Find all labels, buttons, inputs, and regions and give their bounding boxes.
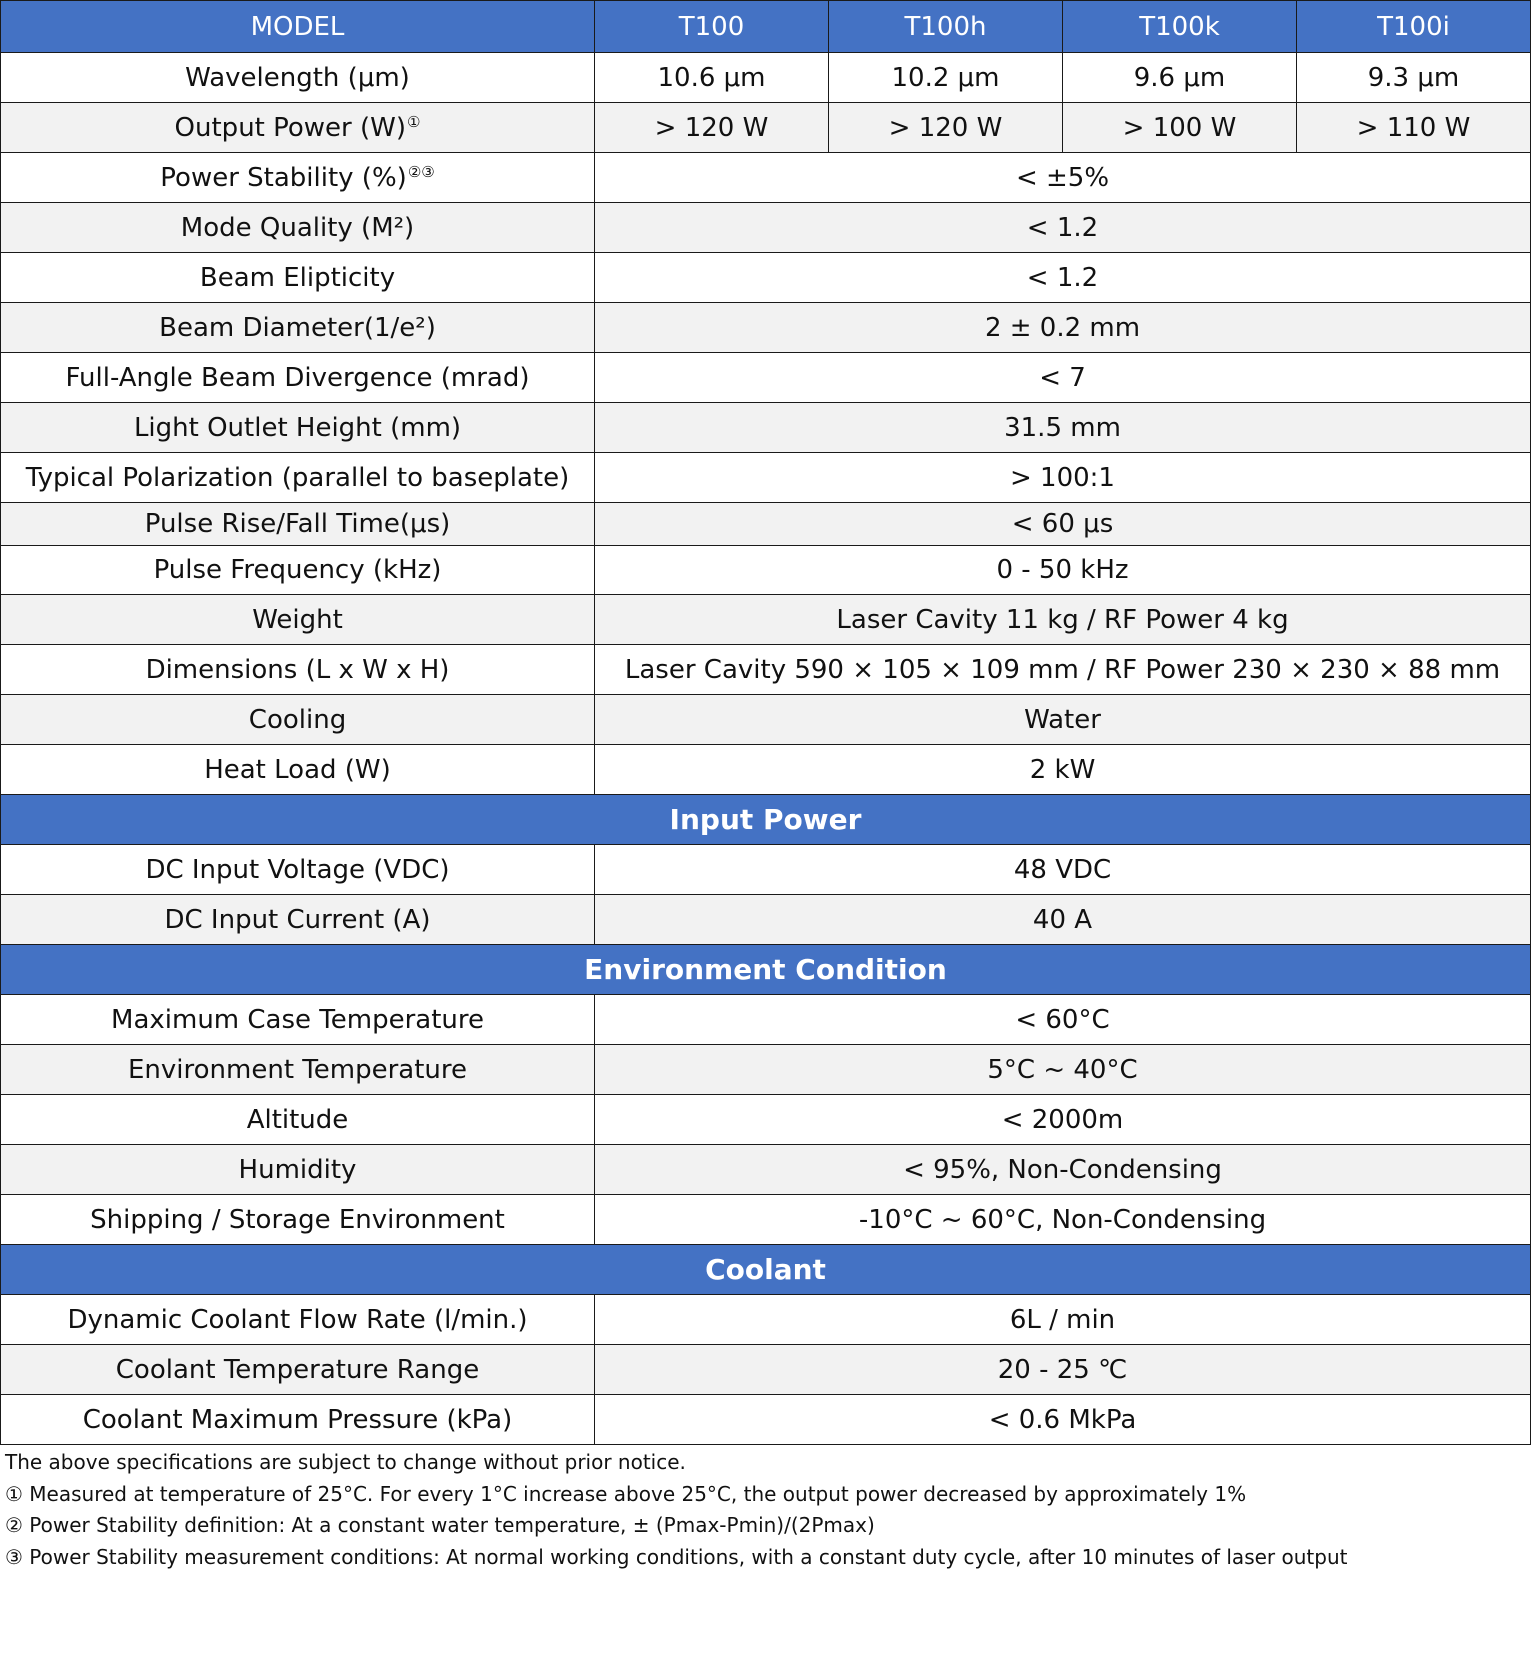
spec-value: < 60 μs — [595, 503, 1531, 546]
table-row — [1, 645, 1531, 695]
spec-value: < ±5% — [595, 153, 1531, 203]
spec-label — [1, 1395, 595, 1445]
table-row — [1, 1295, 1531, 1345]
spec-label-text: Light Outlet Height (mm) — [133, 412, 462, 443]
spec-value: > 120 W — [595, 103, 829, 153]
table-body — [1, 53, 1531, 1445]
spec-label-text: Shipping / Storage Environment — [90, 1204, 505, 1235]
spec-label-text: Coolant Maximum Pressure (kPa) — [82, 1404, 513, 1435]
spec-label-text: Wavelength (μm) — [185, 62, 410, 93]
table-row — [1, 745, 1531, 795]
spec-label — [1, 1295, 595, 1345]
table-row — [1, 503, 1531, 546]
table-row — [1, 1195, 1531, 1245]
spec-label-text: Coolant Temperature Range — [115, 1354, 480, 1385]
spec-label-text: Maximum Case Temperature — [111, 1004, 484, 1035]
table-row — [1, 845, 1531, 895]
spec-label — [1, 995, 595, 1045]
spec-label-text: Heat Load (W) — [204, 754, 391, 785]
spec-value: > 100:1 — [595, 453, 1531, 503]
spec-value: 9.6 μm — [1063, 53, 1297, 103]
header-cell-t100i: T100i — [1297, 1, 1531, 53]
spec-label-text: Dimensions (L x W x H) — [145, 654, 450, 685]
spec-label — [1, 203, 595, 253]
spec-label-text: Dynamic Coolant Flow Rate (l/min.) — [67, 1304, 528, 1335]
spec-label — [1, 895, 595, 945]
spec-label — [1, 695, 595, 745]
spec-label — [1, 403, 595, 453]
table-row — [1, 453, 1531, 503]
footnote-1: ① Measured at temperature of 25°C. For every 1°C increase above 25°C, the output power decreased by approximately 1% — [5, 1481, 1247, 1506]
spec-value: > 120 W — [829, 103, 1063, 153]
table-row — [1, 995, 1531, 1045]
spec-value: Laser Cavity 11 kg / RF Power 4 kg — [595, 595, 1531, 645]
table-row — [1, 895, 1531, 945]
spec-value: 2 kW — [595, 745, 1531, 795]
table-row — [1, 353, 1531, 403]
spec-value: 20 - 25 ℃ — [595, 1345, 1531, 1395]
spec-value: 10.6 μm — [595, 53, 829, 103]
spec-value: 31.5 mm — [595, 403, 1531, 453]
spec-label-text: Weight — [252, 604, 343, 635]
spec-value: < 7 — [595, 353, 1531, 403]
spec-value: 40 A — [595, 895, 1531, 945]
spec-label — [1, 546, 595, 595]
spec-value: Water — [595, 695, 1531, 745]
section-header — [1, 945, 1531, 995]
table-row — [1, 403, 1531, 453]
header-cell-t100: T100 — [595, 1, 829, 53]
spec-label-text: Humidity — [238, 1154, 357, 1185]
spec-label — [1, 1145, 595, 1195]
section-title: Environment Condition — [1, 945, 1531, 995]
spec-label — [1, 1095, 595, 1145]
section-header — [1, 795, 1531, 845]
spec-label — [1, 595, 595, 645]
spec-label-text: Output Power (W) — [174, 112, 406, 143]
table-row — [1, 53, 1531, 103]
table-row — [1, 695, 1531, 745]
spec-label-text: Beam Diameter(1/e²) — [159, 312, 436, 343]
spec-value: -10°C ~ 60°C, Non-Condensing — [595, 1195, 1531, 1245]
footnote-2: ② Power Stability definition: At a constant water temperature, ± (Pmax-Pmin)/(2Pmax) — [5, 1513, 875, 1537]
section-title: Coolant — [1, 1245, 1531, 1295]
spec-value: < 60°C — [595, 995, 1531, 1045]
spec-label — [1, 353, 595, 403]
spec-value: 10.2 μm — [829, 53, 1063, 103]
spec-label — [1, 503, 595, 546]
spec-label — [1, 1195, 595, 1245]
table-row — [1, 1045, 1531, 1095]
spec-value: < 0.6 MkPa — [595, 1395, 1531, 1445]
table-header — [1, 1, 1531, 53]
spec-label — [1, 845, 595, 895]
spec-label-text: Pulse Frequency (kHz) — [153, 555, 442, 585]
table-row — [1, 595, 1531, 645]
spec-value: < 1.2 — [595, 203, 1531, 253]
table-row — [1, 253, 1531, 303]
spec-value: 9.3 μm — [1297, 53, 1531, 103]
spec-label-text: Beam Elipticity — [199, 262, 396, 293]
spec-value: < 2000m — [595, 1095, 1531, 1145]
spec-label-text: Altitude — [246, 1104, 349, 1135]
spec-value: 5°C ~ 40°C — [595, 1045, 1531, 1095]
spec-label-text: Power Stability (%) — [160, 162, 407, 193]
spec-value: 0 - 50 kHz — [595, 546, 1531, 595]
table-row — [1, 1395, 1531, 1445]
spec-value: < 95%, Non-Condensing — [595, 1145, 1531, 1195]
spec-value: < 1.2 — [595, 253, 1531, 303]
spec-label — [1, 1345, 595, 1395]
spec-label-text: Cooling — [248, 704, 347, 735]
spec-label — [1, 303, 595, 353]
header-row — [1, 1, 1531, 53]
spec-label — [1, 745, 595, 795]
spec-label — [1, 253, 595, 303]
spec-label — [1, 153, 595, 203]
spec-label — [1, 453, 595, 503]
table-row — [1, 153, 1531, 203]
spec-value: 6L / min — [595, 1295, 1531, 1345]
table-row — [1, 103, 1531, 153]
footnote-disclaimer: The above specifications are subject to change without prior notice. — [5, 1450, 686, 1474]
section-header — [1, 1245, 1531, 1295]
spec-value: > 100 W — [1063, 103, 1297, 153]
header-cell-t100k: T100k — [1063, 1, 1297, 53]
footnotes — [0, 1445, 1531, 1573]
spec-label-text: Pulse Rise/Fall Time(μs) — [144, 509, 451, 539]
footnote-marker: ②③ — [407, 162, 435, 181]
spec-label-text: Environment Temperature — [128, 1054, 467, 1085]
header-cell-t100h: T100h — [829, 1, 1063, 53]
footnote-marker: ① — [407, 112, 421, 131]
spec-value: 48 VDC — [595, 845, 1531, 895]
spec-label — [1, 103, 595, 153]
spec-value: 2 ± 0.2 mm — [595, 303, 1531, 353]
section-title: Input Power — [1, 795, 1531, 845]
spec-label-text: DC Input Voltage (VDC) — [145, 854, 450, 885]
spec-label-text: Mode Quality (M²) — [180, 212, 415, 243]
table-row — [1, 1345, 1531, 1395]
header-cell-model: MODEL — [1, 1, 595, 53]
spec-value: Laser Cavity 590 × 105 × 109 mm / RF Power 230 × 230 × 88 mm — [595, 645, 1531, 695]
footnote-3: ③ Power Stability measurement conditions: At normal working conditions, with a constant duty cycle, after 10 minutes of laser output — [5, 1544, 1348, 1569]
spec-label — [1, 1045, 595, 1095]
spec-label-text: DC Input Current (A) — [164, 904, 431, 935]
table-row — [1, 1095, 1531, 1145]
table-row — [1, 203, 1531, 253]
spec-label-text: Full-Angle Beam Divergence (mrad) — [65, 362, 530, 393]
spec-label — [1, 53, 595, 103]
spec-label — [1, 645, 595, 695]
table-row — [1, 546, 1531, 595]
table-row — [1, 303, 1531, 353]
spec-value: > 110 W — [1297, 103, 1531, 153]
spec-label-text: Typical Polarization (parallel to baseplate) — [25, 462, 570, 493]
table-row — [1, 1145, 1531, 1195]
